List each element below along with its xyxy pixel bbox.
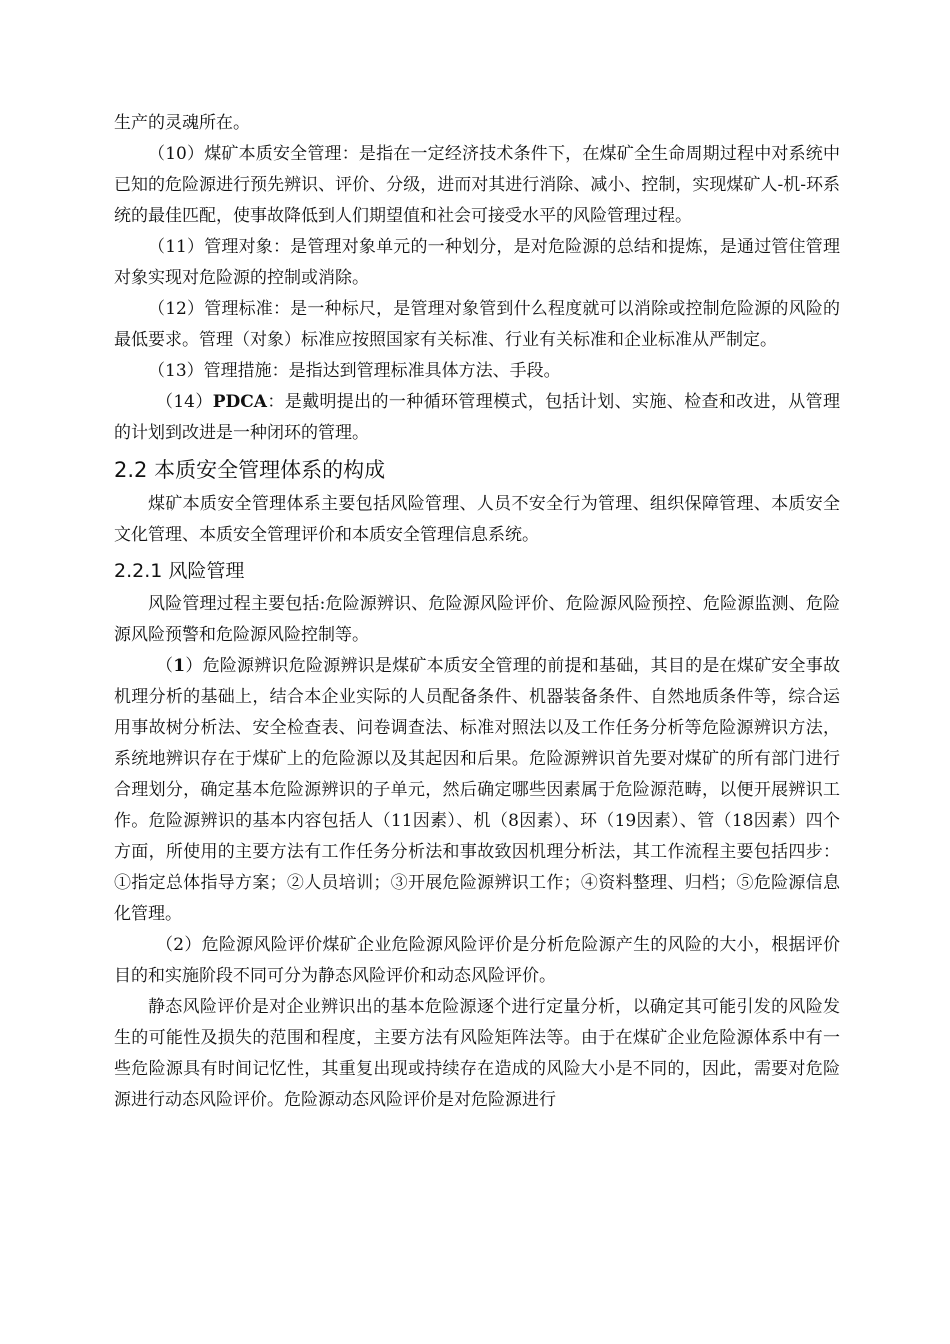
- paragraph-item-10: （10）煤矿本质安全管理：是指在一定经济技术条件下，在煤矿全生命周期过程中对系统中已知的危险源进行预先辨识、评价、分级，进而对其进行消除、减小、控制，实现煤矿人-机-环系统的最佳匹配，使事故降低到人们期望值和社会可接受水平的风险管理过程。: [114, 144, 840, 226]
- paragraph-system-overview: 煤矿本质安全管理体系主要包括风险管理、人员不安全行为管理、组织保障管理、本质安全文化管理、本质安全管理评价和本质安全管理信息系统。: [114, 494, 840, 545]
- paragraph-item-11: （11）管理对象：是管理对象单元的一种划分，是对危险源的总结和提炼，是通过管住管理对象实现对危险源的控制或消除。: [114, 237, 840, 288]
- section-heading-2-2: 2.2 本质安全管理体系的构成: [114, 458, 386, 482]
- item-14-text: ：是戴明提出的一种循环管理模式，包括计划、实施、检查和改进，从管理的计划到改进是一种闭环的管理。: [114, 392, 840, 443]
- paragraph-risk-assessment: （2）危险源风险评价煤矿企业危险源风险评价是分析危险源产生的风险的大小，根据评价目的和实施阶段不同可分为静态风险评价和动态风险评价。: [114, 935, 840, 986]
- paragraph-hazard-identification: [114, 651, 840, 930]
- paragraph-risk-overview: 风险管理过程主要包括:危险源辨识、危险源风险评价、危险源风险预控、危险源监测、危险源风险预警和危险源风险控制等。: [114, 594, 840, 645]
- paragraph-item-14: [114, 387, 840, 449]
- paragraph-item-13: （13）管理措施：是指达到管理标准具体方法、手段。: [148, 361, 561, 381]
- hazard-num: 1: [173, 656, 186, 676]
- paragraph-continuation: 生产的灵魂所在。: [114, 113, 250, 133]
- hazard-text: ）危险源辨识危险源辨识是煤矿本质安全管理的前提和基础，其目的是在煤矿安全事故机理分析的基础上，结合本企业实际的人员配备条件、机器装备条件、自然地质条件等，综合运用事故树分析法、安全检查表、问卷调查法、标准对照法以及工作任务分析等危险源辨识方法，系统地辨识存在于煤矿上的危险源以及其起因和后果。危险源辨识首先要对煤矿的所有部门进行合理划分，确定基本危险源辨识的子单元，然后确定哪些因素属于危险源范畴，以便开展辨识工作。危险源辨识的基本内容包括人（11因素）、机（8因素）、环（19因素）、管（18因素）四个方面，所使用的主要方法有工作任务分析法和事故致因机理分析法，其工作流程主要包括四步：①指定总体指导方案；②人员培训；③开展危险源辨识工作；④资料整理、归档；⑤危险源信息化管理。: [114, 656, 841, 924]
- document-page: [114, 108, 840, 1116]
- item-14-prefix: （14）: [156, 392, 213, 412]
- hazard-prefix: （: [156, 656, 174, 676]
- item-14-term: PDCA: [212, 392, 267, 412]
- section-heading-2-2-1: 2.2.1 风险管理: [114, 560, 245, 582]
- paragraph-static-assessment: 静态风险评价是对企业辨识出的基本危险源逐个进行定量分析，以确定其可能引发的风险发生的可能性及损失的范围和程度，主要方法有风险矩阵法等。由于在煤矿企业危险源体系中有一些危险源具有时间记忆性，其重复出现或持续存在造成的风险大小是不同的，因此，需要对危险源进行动态风险评价。危险源动态风险评价是对危险源进行: [114, 997, 840, 1110]
- paragraph-item-12: （12）管理标准：是一种标尺，是管理对象管到什么程度就可以消除或控制危险源的风险的最低要求。管理（对象）标准应按照国家有关标准、行业有关标准和企业标准从严制定。: [114, 299, 840, 350]
